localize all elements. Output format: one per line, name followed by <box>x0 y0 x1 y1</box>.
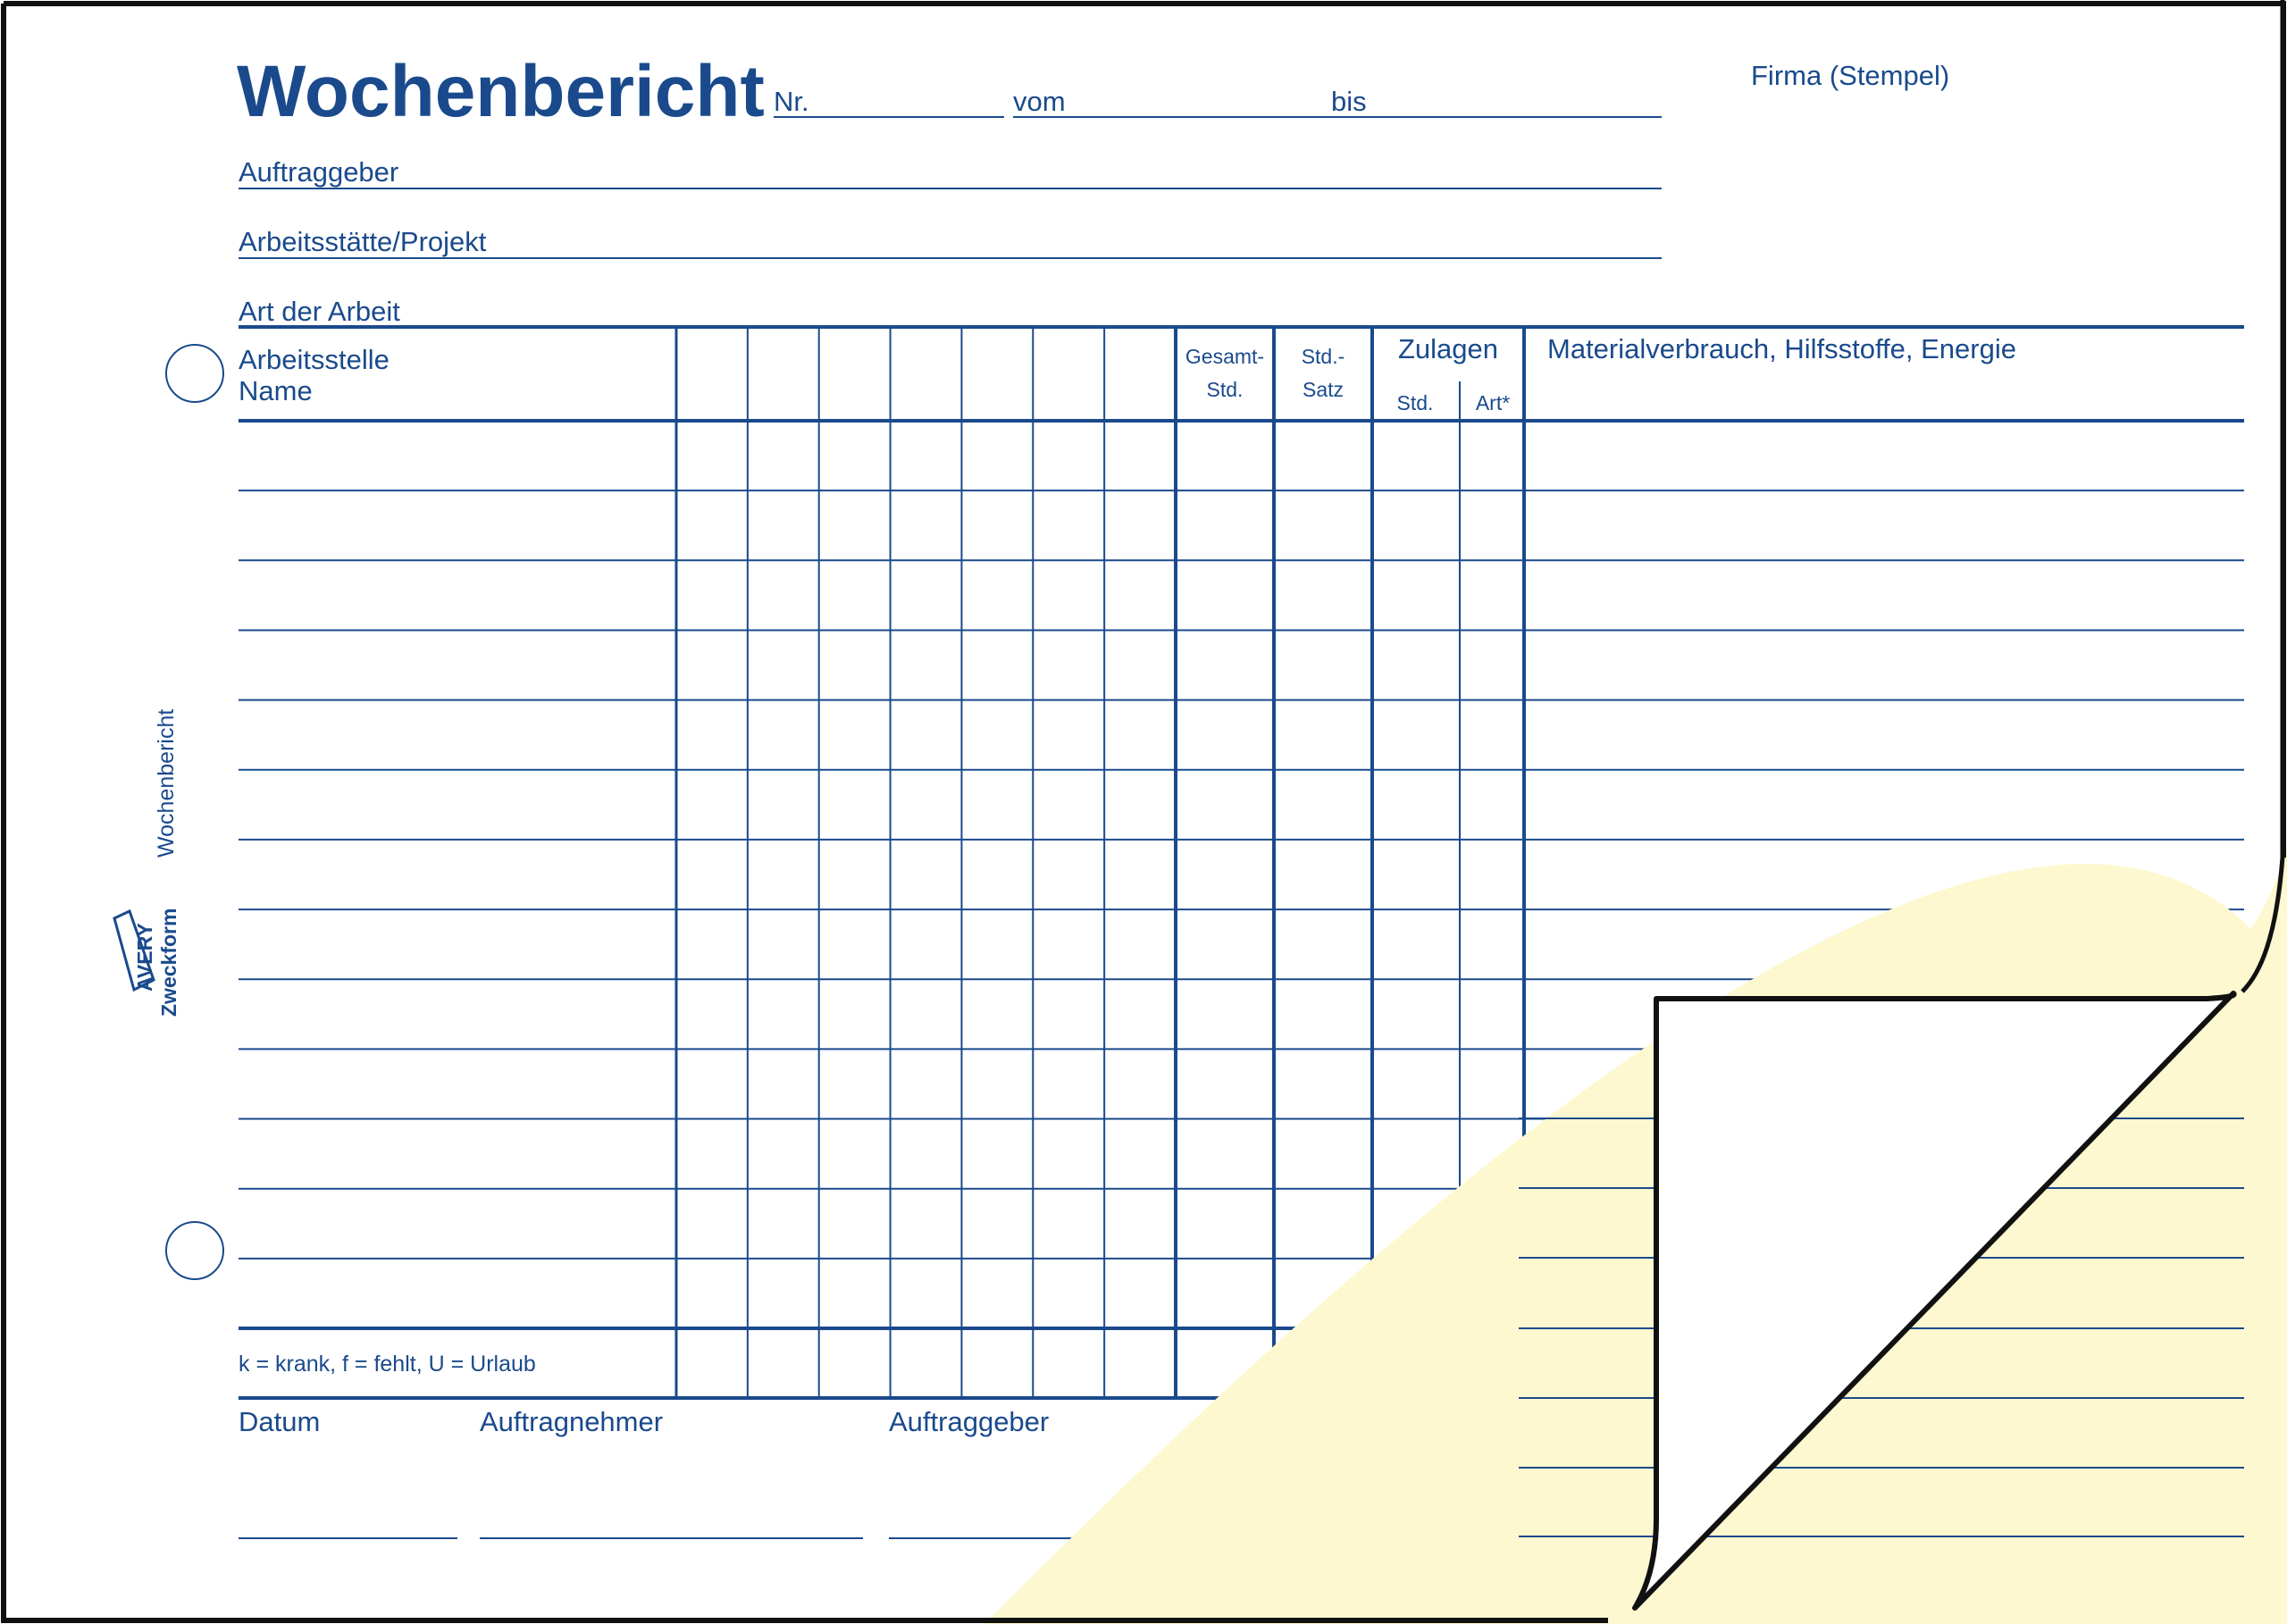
col-satz-line2: Satz <box>1302 378 1345 401</box>
col-gesamt-line1: Gesamt- <box>1185 345 1265 368</box>
col-arbeitsstelle: Arbeitsstelle <box>239 344 390 375</box>
nr-label: Nr. <box>774 86 809 117</box>
firma-stempel-label: Firma (Stempel) <box>1751 60 1950 91</box>
day-columns <box>676 327 1104 1398</box>
col-zulagen-art: Art* <box>1475 391 1511 414</box>
carbon-copy-sheet <box>984 849 2287 1624</box>
col-satz-line1: Std.- <box>1301 345 1345 368</box>
col-gesamt-line2: Std. <box>1206 378 1244 401</box>
col-zulagen: Zulagen <box>1397 333 1499 364</box>
punch-hole-bottom <box>166 1222 223 1279</box>
col-material: Materialverbrauch, Hilfsstoffe, Energie <box>1547 333 2016 364</box>
form-title: Wochenbericht <box>237 51 765 132</box>
datum-label: Datum <box>239 1406 321 1437</box>
auftraggeber-label: Auftraggeber <box>239 156 399 188</box>
punch-hole-top <box>166 345 223 402</box>
page-edge <box>2242 0 2283 992</box>
logo-zweckform-text: Zweckform <box>157 908 180 1017</box>
col-zulagen-std: Std. <box>1396 391 1434 414</box>
vom-label: vom <box>1013 86 1066 117</box>
auftragnehmer-label: Auftragnehmer <box>480 1406 664 1437</box>
logo-avery-text: AVERY <box>133 923 156 992</box>
absence-footnote: k = krank, f = fehlt, U = Urlaub <box>239 1352 536 1377</box>
auftraggeber-sign-label: Auftraggeber <box>889 1406 1050 1437</box>
arbeitsstaette-label: Arbeitsstätte/Projekt <box>239 226 487 257</box>
col-name: Name <box>239 375 313 406</box>
avery-zweckform-logo <box>114 908 180 1017</box>
bis-label: bis <box>1331 86 1367 117</box>
vertical-title: Wochenbericht <box>154 708 179 858</box>
art-der-arbeit-label: Art der Arbeit <box>239 296 400 327</box>
